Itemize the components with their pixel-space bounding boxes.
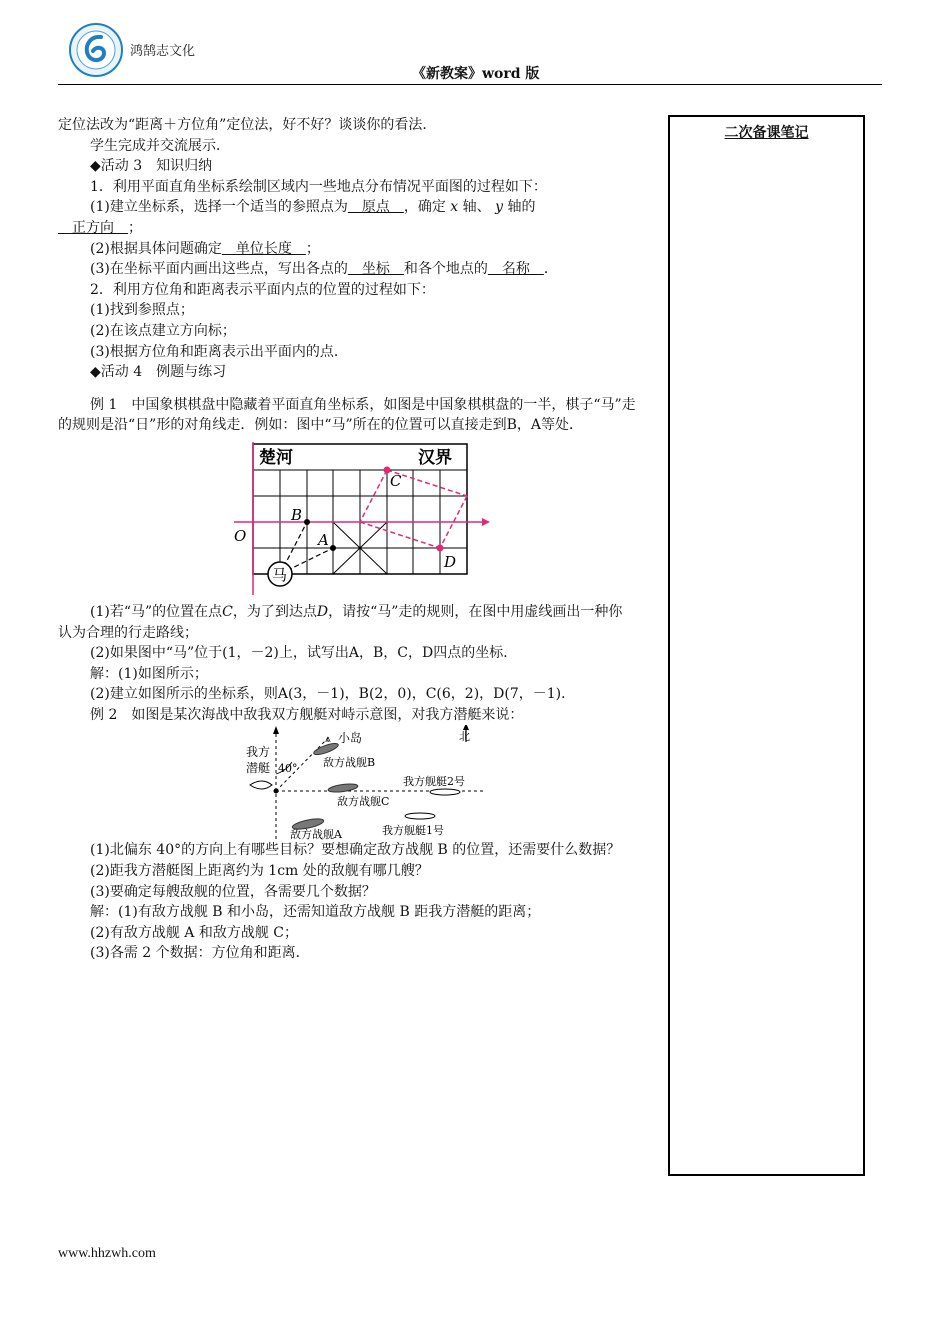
- our-1-label: 我方舰艇1号: [382, 824, 444, 838]
- enemy-a-label: 敌方战舰A: [290, 828, 342, 841]
- point-b-label: B: [291, 505, 303, 524]
- point-a-mark: [330, 545, 336, 551]
- island-icon: ⩓: [325, 734, 331, 746]
- submarine-icon: [250, 781, 272, 789]
- paragraph: 学生完成并交流展示．: [90, 137, 230, 154]
- blank-answer: 原点: [347, 199, 404, 216]
- enemy-c-label: 敌方战舰C: [337, 795, 390, 809]
- our-2-label: 我方舰艇2号: [403, 775, 465, 789]
- enemy-c-ship-icon: [328, 783, 359, 794]
- angle-label: 40°: [278, 762, 298, 776]
- question: (3)要确定每艘敌舰的位置，各需要几个数据？: [90, 883, 376, 900]
- board-right-label: 汉界: [418, 447, 452, 468]
- solution: 解：(1)有敌方战舰 B 和小岛，还需知道敌方战舰 B 距我方潜艇的距离；: [90, 904, 541, 921]
- island-label: 小岛: [338, 731, 363, 746]
- activity-heading: ◆活动 3 知识归纳: [90, 158, 213, 175]
- board-left-label: 楚河: [259, 447, 293, 468]
- sea-battle-figure: [58, 725, 636, 840]
- question: (1)若“马”的位置在点C，为了到达点D，请按“马”走的规则，在图中用虚线画出一种你认为合理的行走路线；: [58, 603, 623, 641]
- paragraph: (1)建立坐标系，选择一个适当的参照点为 原点 ，确定 x 轴、 y 轴的: [90, 199, 536, 216]
- submarine-label-line1: 我方: [246, 745, 271, 760]
- brand-logo-icon: [68, 22, 124, 78]
- paragraph: 1．利用平面直角坐标系绘制区域内一些地点分布情况平面图的过程如下：: [90, 178, 547, 195]
- paragraph: (3)根据方位角和距离表示出平面内的点．: [90, 343, 348, 360]
- our-1-ship-icon: [405, 813, 435, 819]
- blank-answer: 正方向: [58, 219, 128, 236]
- paragraph: (2)在该点建立方向标；: [90, 322, 236, 339]
- point-b-mark: [304, 519, 310, 525]
- activity-heading: ◆活动 4 例题与练习: [90, 364, 227, 381]
- question: (2)如果图中“马”位于(1，－2)上，试写出A，B，C，D四点的坐标．: [90, 645, 518, 662]
- brand-name: 鸿鹄志文化: [130, 44, 196, 59]
- north-label: 北: [459, 730, 470, 744]
- paragraph: 2．利用方位角和距离表示平面内点的位置的过程如下：: [90, 281, 435, 298]
- paragraph: (1)找到参照点；: [90, 302, 194, 319]
- submarine-label-line2: 潜艇: [246, 761, 271, 776]
- point-d-label: D: [444, 552, 457, 571]
- lesson-content: [58, 115, 636, 964]
- solution: (3)各需 2 个数据：方位角和距离．: [90, 945, 310, 962]
- example-2-text: 例 2 如图是某次海战中敌我双方舰艇对峙示意图，对我方潜艇来说：: [90, 706, 524, 723]
- solution: 解：(1)如图所示；: [90, 665, 208, 682]
- solution: (2)有敌方战舰 A 和敌方战舰 C；: [90, 924, 299, 941]
- our-2-ship-icon: [430, 789, 460, 795]
- blank-answer: 坐标: [347, 261, 404, 278]
- enemy-b-label: 敌方战舰B: [323, 756, 376, 770]
- paragraph: (3)在坐标平面内画出这些点，写出各点的 坐标 和各个地点的 名称 ．: [90, 261, 558, 278]
- footer-url: www.hhzwh.com: [58, 1246, 156, 1261]
- example-1-text: 例 1 中国象棋棋盘中隐藏着平面直角坐标系，如图是中国象棋棋盘的一半，棋子“马”走的规则是沿“日”形的对角线走．例如：图中“马”所在的位置可以直接走到B，A等处．: [58, 396, 636, 434]
- horse-piece-label: 马: [272, 565, 288, 584]
- paragraph: (2)根据具体问题确定 单位长度 ；: [90, 240, 320, 257]
- document-title: 《新教案》word 版: [412, 66, 540, 82]
- paragraph: 定位法改为“距离＋方位角”定位法，好不好？谈谈你的看法．: [58, 117, 437, 133]
- blank-answer: 名称: [487, 261, 544, 278]
- chess-board-figure: [58, 442, 636, 602]
- origin-label: O: [234, 526, 247, 545]
- notes-panel: [668, 115, 865, 1176]
- point-c-label: C: [390, 471, 402, 490]
- question: (1)北偏东 40°的方向上有哪些目标？要想确定敌方战舰 B 的位置，还需要什么数据？: [90, 842, 621, 859]
- paragraph: 正方向 ；: [58, 219, 142, 236]
- notes-title: 二次备课笔记: [724, 125, 809, 141]
- header-divider: [58, 84, 882, 85]
- solution: (2)建立如图所示的坐标系，则A(3，－1)，B(2，0)，C(6，2)，D(7，－1)．: [90, 686, 576, 703]
- point-d-mark: [437, 544, 444, 551]
- question: (2)距我方潜艇图上距离约为 1cm 处的敌舰有哪几艘？: [90, 863, 429, 880]
- point-a-label: A: [318, 530, 329, 549]
- blank-answer: 单位长度: [221, 240, 306, 257]
